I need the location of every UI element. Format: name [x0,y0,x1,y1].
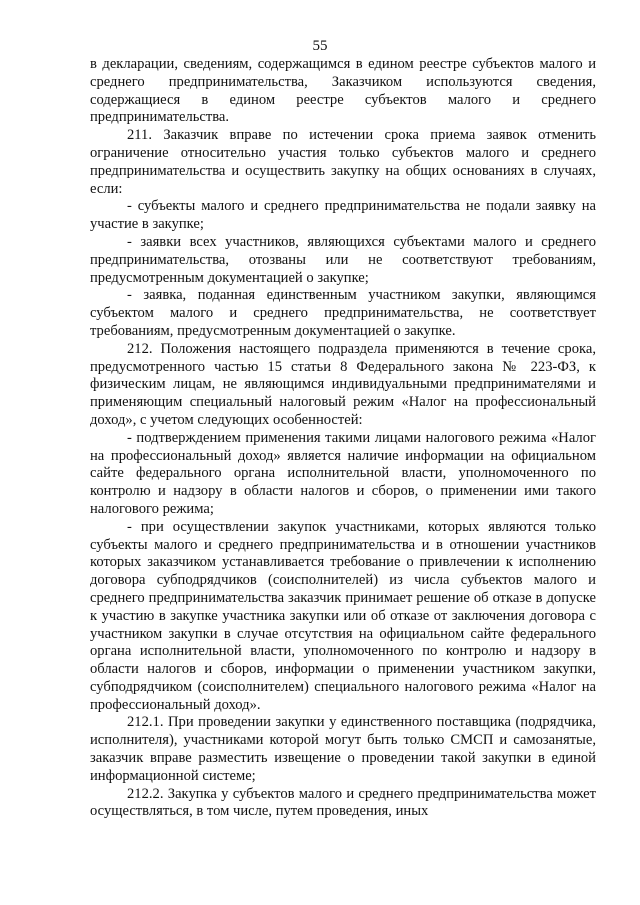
page-number: 55 [312,38,328,54]
paragraph-smsp-registry-continuation: в декларации, сведениям, содержащимся в едином реестре субъектов малого и среднего предпринимательства, Заказчиком используются сведения, содержащиеся в едином реестре субъектов малого и среднего предпринимательства. [90,56,596,126]
paragraph-211: 211. Заказчик вправе по истечении срока приема заявок отменить ограничение относительно участия только субъектов малого и среднего предпринимательства и осуществить закупку на общих основаниях в случаях, если: [90,127,596,197]
list-item-no-applications: - субъекты малого и среднего предпринимательства не подали заявку на участие в закупке; [90,198,596,233]
list-item-single-application: - заявка, поданная единственным участником закупки, являющимся субъектом малого и среднего предпринимательства, не соответствует требованиям, предусмотренным документацией о закупке. [90,287,596,339]
document-body [90,56,596,821]
paragraph-212-1: 212.1. При проведении закупки у единственного поставщика (подрядчика, исполнителя), участниками которой могут быть только СМСП и самозанятые, заказчик вправе разместить извещение о проведении такой закупки в единой информационной системе; [90,714,596,784]
list-item-tax-regime-confirmation: - подтверждением применения такими лицами налогового режима «Налог на профессиональный доход» является наличие информации на официальном сайте федерального органа исполнительной власти, уполномоченного по контролю и надзору в области налогов и сборов, о применении ими такого налогового режима; [90,429,596,517]
paragraph-212-2: 212.2. Закупка у субъектов малого и среднего предпринимательства может осуществляться, в том числе, путем проведения, иных [90,785,596,820]
list-item-subcontractor-requirement: - при осуществлении закупок участниками, которых являются только субъекты малого и среднего предпринимательства и в отношении участников которых заказчиком устанавливается требование о привлечении к исполнению договора субподрядчиков (соисполнителей) из числа субъектов малого и среднего предпринимательства заказчик принимает решение об отказе в допуске к участию в закупке участника закупки или об отказе от заключения договора с участником закупки в случае отсутствия на официальном сайте федерального органа исполнительной власти, уполномоченного по контролю и надзору в области налогов и сборов, информации о применении участником закупки, субподрядчиком (соисполнителем) специального налогового режима «Налог на профессиональный доход». [90,518,596,713]
paragraph-212: 212. Положения настоящего подраздела применяются в течение срока, предусмотренного частью 15 статьи 8 Федерального закона № 223-ФЗ, к физическим лицам, не являющимся индивидуальными предпринимателями и применяющим специальный налоговый режим «Налог на профессиональный доход», с учетом следующих особенностей: [90,340,596,428]
list-item-applications-withdrawn: - заявки всех участников, являющихся субъектами малого и среднего предпринимательства, отозваны или не соответствуют требованиям, предусмотренным документацией о закупке; [90,233,596,286]
